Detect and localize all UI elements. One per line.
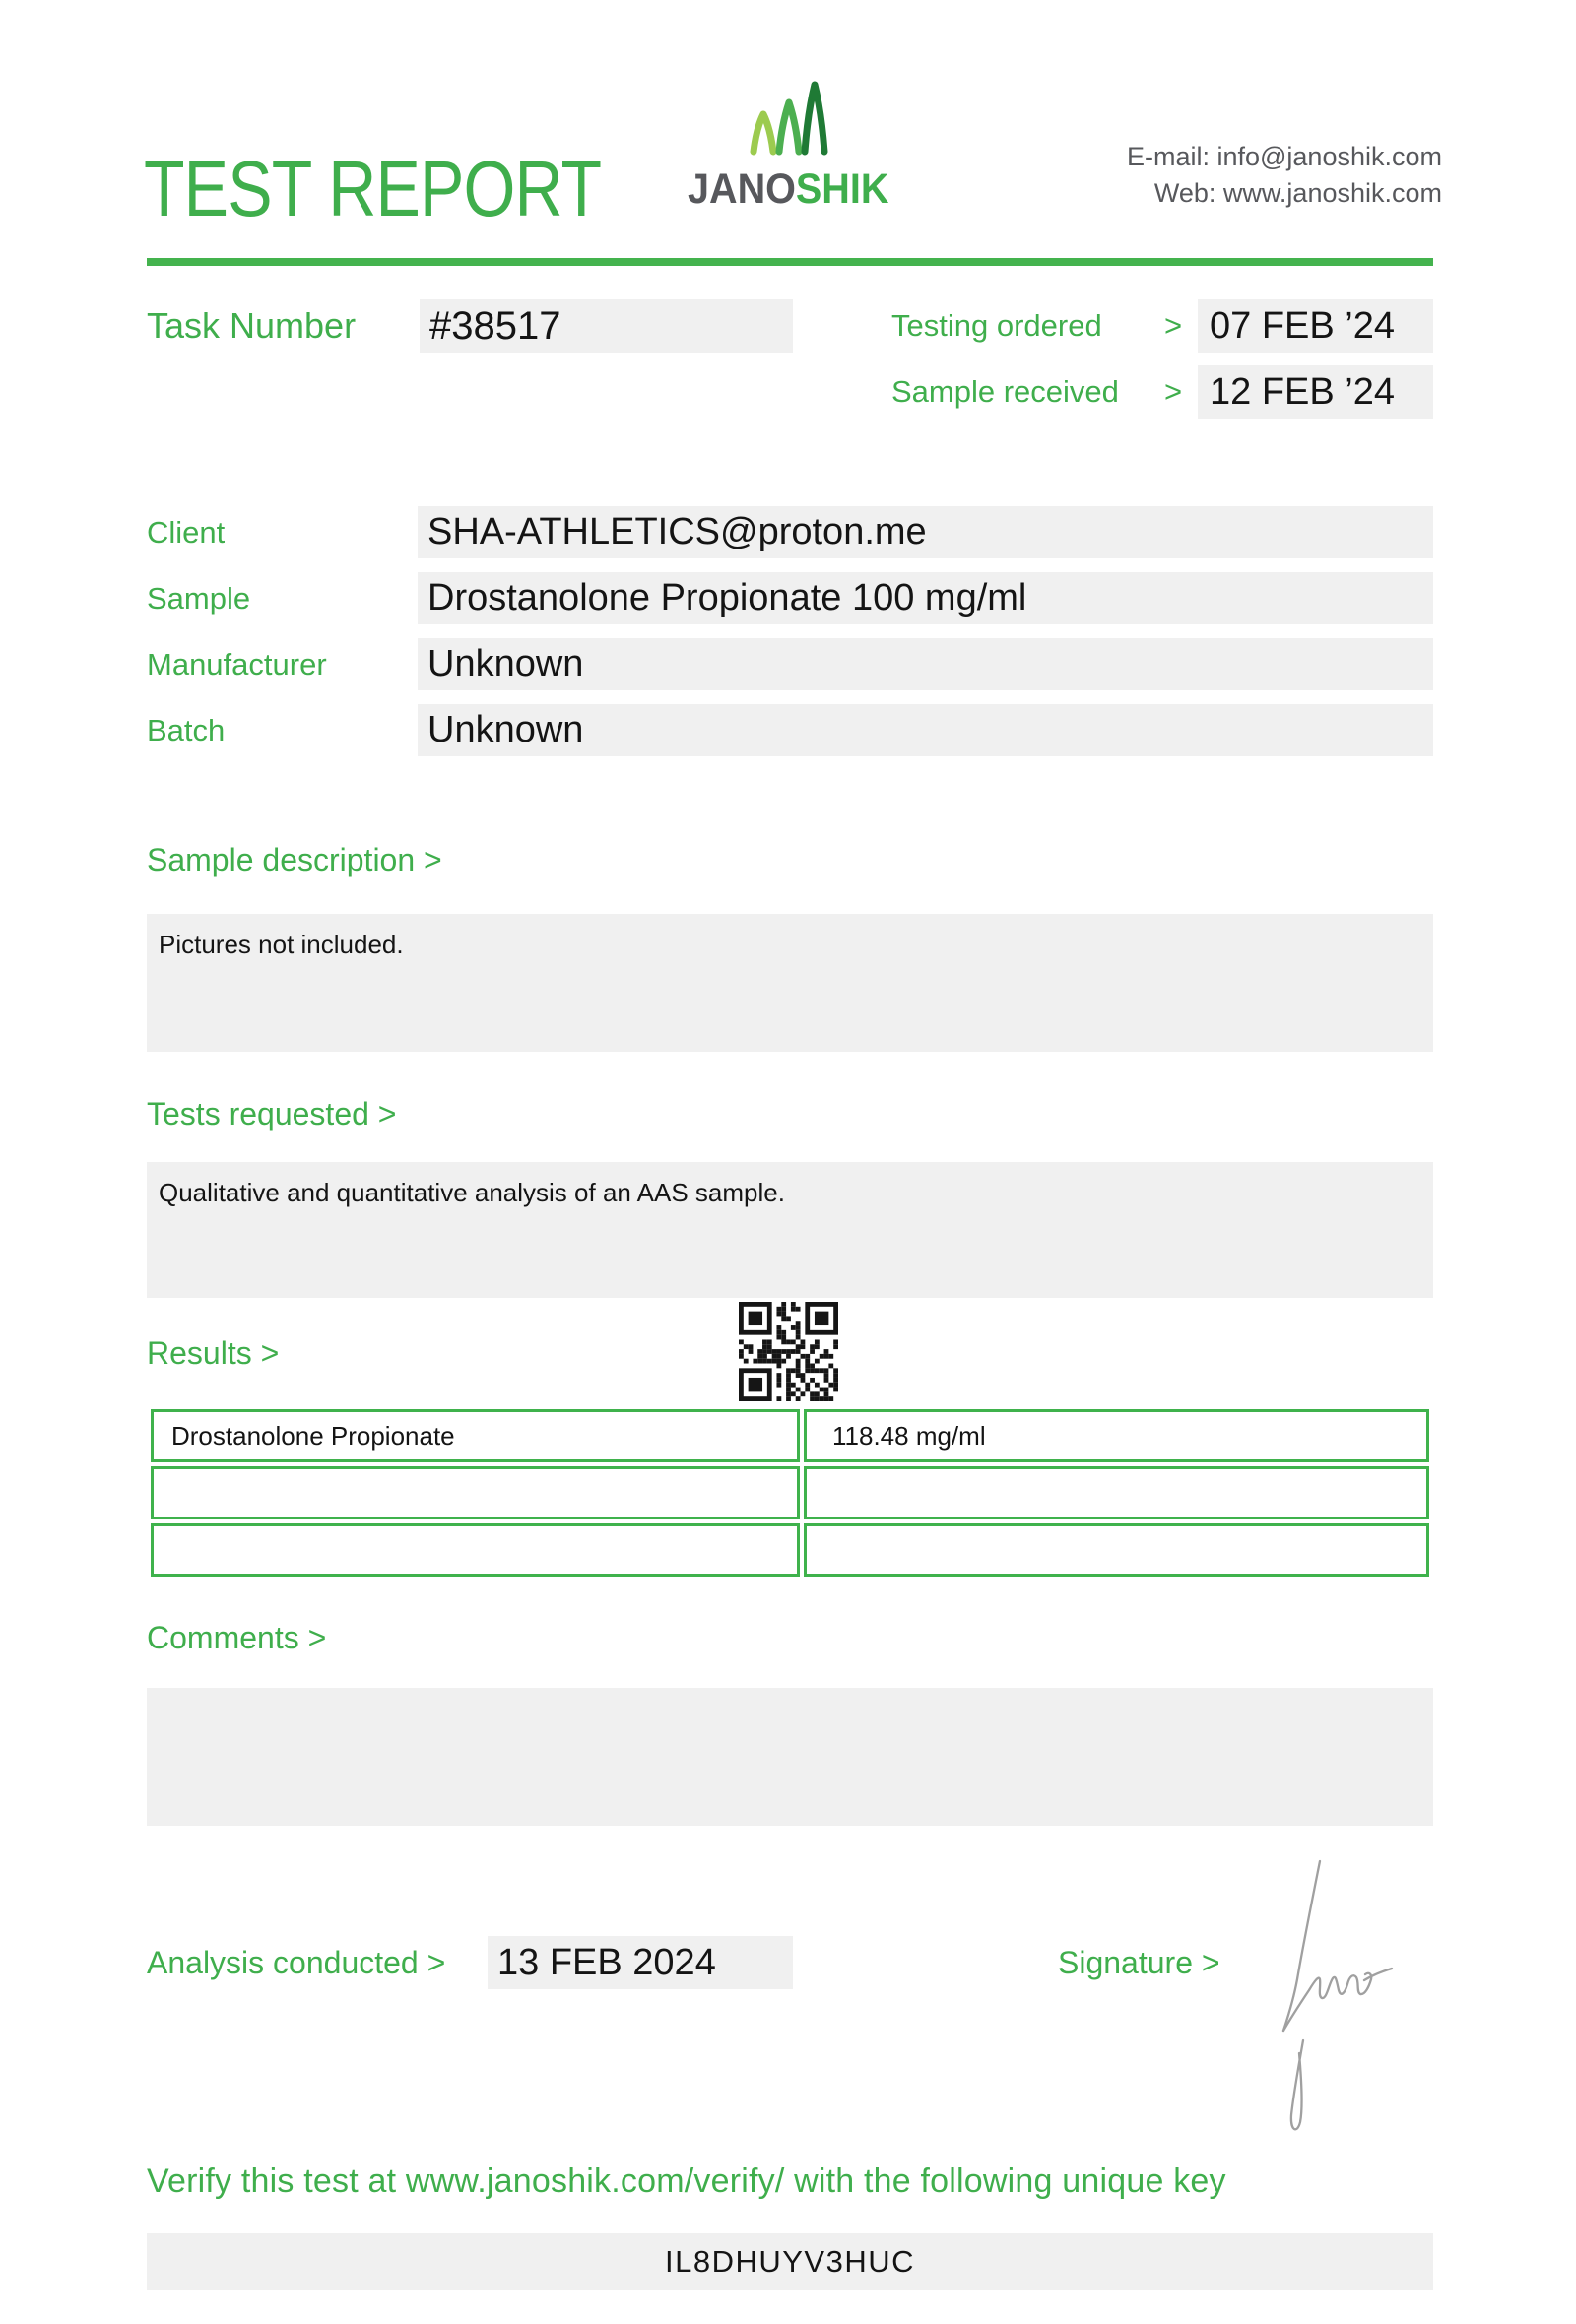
- analysis-date-box: [488, 1936, 793, 1989]
- table-row: [151, 1523, 1429, 1577]
- contact-web-line: Web: www.janoshik.com: [1153, 178, 1442, 208]
- contact-block: [1127, 139, 1442, 212]
- tests-requested-heading: Tests requested >: [147, 1096, 397, 1131]
- sample-received-label: Sample received: [891, 374, 1119, 409]
- comments-text: [147, 1688, 1433, 1704]
- signature-scribble: [1276, 1851, 1404, 2142]
- sample-description-text: Pictures not included.: [159, 930, 404, 959]
- contact-email-line: E-mail: info@janoshik.com: [1126, 142, 1442, 171]
- sample-received-box: [1198, 365, 1433, 419]
- sample-received-value: 12 FEB ’24: [1210, 371, 1395, 413]
- client-box: [418, 506, 1433, 558]
- testing-ordered-box: [1198, 299, 1433, 353]
- verify-key-value: IL8DHUYV3HUC: [664, 2244, 915, 2279]
- result-substance: [151, 1523, 800, 1577]
- qr-code: [739, 1302, 838, 1401]
- sample-value: Drostanolone Propionate 100 mg/ml: [427, 577, 1027, 618]
- results-table: [147, 1405, 1433, 1581]
- analysis-conducted-label: Analysis conducted >: [147, 1945, 446, 1980]
- sample-received-row: [891, 365, 1433, 419]
- result-value: 118.48 mg/ml: [804, 1409, 1429, 1462]
- client-value: SHA-ATHLETICS@proton.me: [427, 511, 927, 552]
- sample-description-box: [147, 914, 1433, 1052]
- result-value: [804, 1466, 1429, 1519]
- header-divider: [147, 258, 1433, 266]
- batch-label: Batch: [147, 713, 226, 747]
- result-substance: Drostanolone Propionate: [151, 1409, 800, 1462]
- batch-box: [418, 704, 1433, 756]
- brand-logo-part2: SHIK: [795, 165, 889, 213]
- tests-requested-text: Qualitative and quantitative analysis of an AAS sample.: [159, 1178, 785, 1207]
- signature-label: Signature >: [1058, 1945, 1220, 1980]
- testing-ordered-value: 07 FEB ’24: [1210, 305, 1395, 347]
- tests-requested-box: [147, 1162, 1433, 1298]
- task-number-box: [420, 299, 793, 353]
- testing-ordered-row: [891, 299, 1433, 353]
- sample-box: [418, 572, 1433, 624]
- result-substance: [151, 1466, 800, 1519]
- sample-label: Sample: [147, 581, 251, 615]
- result-value: [804, 1523, 1429, 1577]
- task-number-value: #38517: [429, 304, 561, 348]
- comments-heading: Comments >: [147, 1620, 327, 1655]
- brand-logo: [688, 165, 888, 214]
- task-number-label: Task Number: [147, 305, 357, 346]
- chevron-right-icon: >: [1164, 308, 1183, 343]
- batch-value: Unknown: [427, 709, 584, 750]
- verify-instructions: Verify this test at www.janoshik.com/verify/ with the following unique key: [147, 2163, 1226, 2200]
- brand-logo-part1: JANO: [688, 165, 796, 213]
- manufacturer-label: Manufacturer: [147, 647, 327, 681]
- table-row: [151, 1409, 1429, 1462]
- manufacturer-box: [418, 638, 1433, 690]
- client-label: Client: [147, 515, 226, 549]
- growth-chart-icon: [746, 75, 832, 163]
- testing-ordered-label: Testing ordered: [891, 308, 1102, 343]
- chevron-right-icon: >: [1164, 374, 1183, 409]
- verify-key-box: [147, 2233, 1433, 2290]
- results-heading: Results >: [147, 1335, 280, 1371]
- manufacturer-value: Unknown: [427, 643, 584, 684]
- analysis-date-value: 13 FEB 2024: [497, 1942, 716, 1983]
- sample-description-heading: Sample description >: [147, 842, 442, 877]
- comments-box: [147, 1688, 1433, 1826]
- table-row: [151, 1466, 1429, 1519]
- page-title: TEST REPORT: [144, 145, 602, 232]
